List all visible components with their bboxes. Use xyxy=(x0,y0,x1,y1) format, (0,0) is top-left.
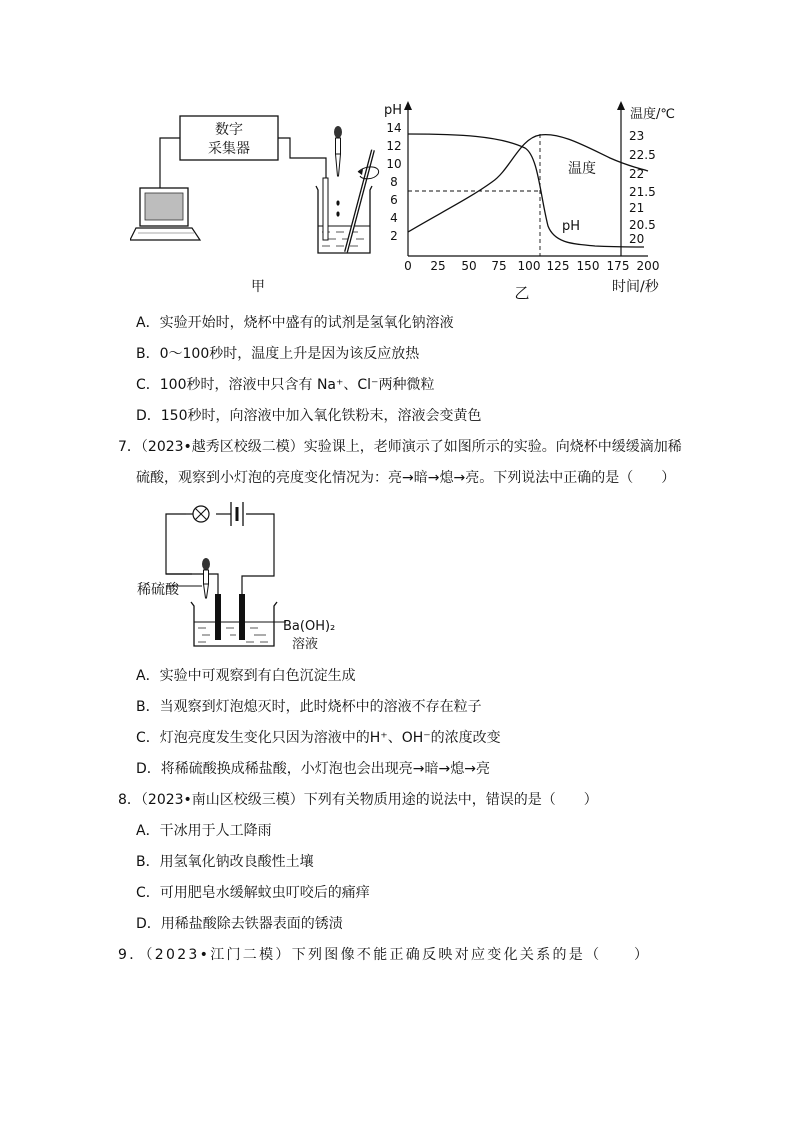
curve-label-temperature: 温度 xyxy=(568,161,596,177)
apparatus-figure-jia xyxy=(130,100,380,300)
label-dilute-sulfuric-acid: 稀硫酸 xyxy=(137,582,179,598)
q7-option-d: D．将稀硫酸换成稀盐酸，小灯泡也会出现亮→暗→熄→亮 xyxy=(136,761,490,777)
x-tick-150: 150 xyxy=(576,259,600,273)
right-tick-23: 23 xyxy=(629,129,645,143)
chart-label-yi: 乙 xyxy=(514,284,530,302)
dropper-icon-2 xyxy=(202,558,210,598)
q8-option-c: C．可用肥皂水缓解蚊虫叮咬后的痛痒 xyxy=(136,885,370,901)
data-collector-label-1: 数字 xyxy=(215,122,243,138)
left-tick-8: 8 xyxy=(390,175,398,189)
ph-curve xyxy=(408,134,644,247)
right-tick-20: 20 xyxy=(629,232,645,246)
electrode-right xyxy=(239,594,245,640)
x-tick-75: 75 xyxy=(491,259,507,273)
q8-option-a: A．干冰用于人工降雨 xyxy=(136,823,272,839)
q8-stem: 8．（2023•南山区校级三模）下列有关物质用途的说法中，错误的是（ ） xyxy=(118,792,598,808)
data-collector-label-2: 采集器 xyxy=(208,141,250,157)
x-tick-175: 175 xyxy=(606,259,630,273)
ph-temperature-chart xyxy=(380,98,710,304)
x-tick-25: 25 xyxy=(430,259,446,273)
label-barium-hydroxide: Ba(OH)₂ xyxy=(283,619,336,634)
q6-option-c: C．100秒时，溶液中只含有 Na⁺、Cl⁻两种微粒 xyxy=(136,377,435,393)
right-axis-title: 温度/℃ xyxy=(630,107,675,122)
bulb-icon xyxy=(186,506,209,522)
right-tick-20-5: 20.5 xyxy=(629,218,656,232)
right-tick-21: 21 xyxy=(629,201,645,215)
x-axis-title: 时间/秒 xyxy=(612,279,659,295)
battery-icon xyxy=(231,502,243,526)
q9-stem: 9．（2023•江门二模）下列图像不能正确反映对应变化关系的是（ ） xyxy=(118,947,651,963)
label-solution: 溶液 xyxy=(292,637,319,652)
left-tick-4: 4 xyxy=(390,211,398,225)
q7-option-c: C．灯泡亮度发生变化只因为溶液中的H⁺、OH⁻的浓度改变 xyxy=(136,730,501,746)
figure-label-jia: 甲 xyxy=(251,279,265,295)
x-tick-0: 0 xyxy=(404,259,412,273)
x-tick-125: 125 xyxy=(546,259,570,273)
stirring-rod-icon xyxy=(346,150,379,252)
left-tick-14: 14 xyxy=(386,121,402,135)
q7-option-a: A．实验中可观察到有白色沉淀生成 xyxy=(136,668,356,684)
q8-option-b: B．用氢氧化钠改良酸性土壤 xyxy=(136,854,314,870)
q7-stem-line1: 7．（2023•越秀区校级二模）实验课上，老师演示了如图所示的实验。向烧杯中缓缓滴加稀 xyxy=(118,439,682,455)
electrode-left xyxy=(215,594,221,640)
x-tick-100: 100 xyxy=(517,259,541,273)
q6-option-d: D．150秒时，向溶液中加入氧化铁粉末，溶液会变黄色 xyxy=(136,408,482,424)
temperature-curve xyxy=(408,135,648,232)
right-tick-22: 22 xyxy=(629,167,645,181)
q6-option-a: A．实验开始时，烧杯中盛有的试剂是氢氧化钠溶液 xyxy=(136,315,454,331)
beaker-icon-2 xyxy=(191,602,277,646)
dropper-icon xyxy=(334,126,342,217)
left-tick-12: 12 xyxy=(386,139,402,153)
right-tick-22-5: 22.5 xyxy=(629,148,656,162)
right-tick-21-5: 21.5 xyxy=(629,185,656,199)
q8-option-d: D．用稀盐酸除去铁器表面的锈渍 xyxy=(136,916,343,932)
left-tick-2: 2 xyxy=(390,229,398,243)
left-axis-title: pH xyxy=(384,103,403,118)
q6-option-b: B．0～100秒时，温度上升是因为该反应放热 xyxy=(136,346,420,362)
curve-label-ph: pH xyxy=(562,219,581,234)
q7-stem-line2: 硫酸，观察到小灯泡的亮度变化情况为：亮→暗→熄→亮。下列说法中正确的是（ ） xyxy=(136,470,676,486)
left-tick-6: 6 xyxy=(390,193,398,207)
left-tick-10: 10 xyxy=(386,157,402,171)
x-tick-50: 50 xyxy=(461,259,477,273)
laptop-icon xyxy=(130,188,200,240)
x-tick-200: 200 xyxy=(636,259,660,273)
q7-option-b: B．当观察到灯泡熄灭时，此时烧杯中的溶液不存在粒子 xyxy=(136,699,482,715)
